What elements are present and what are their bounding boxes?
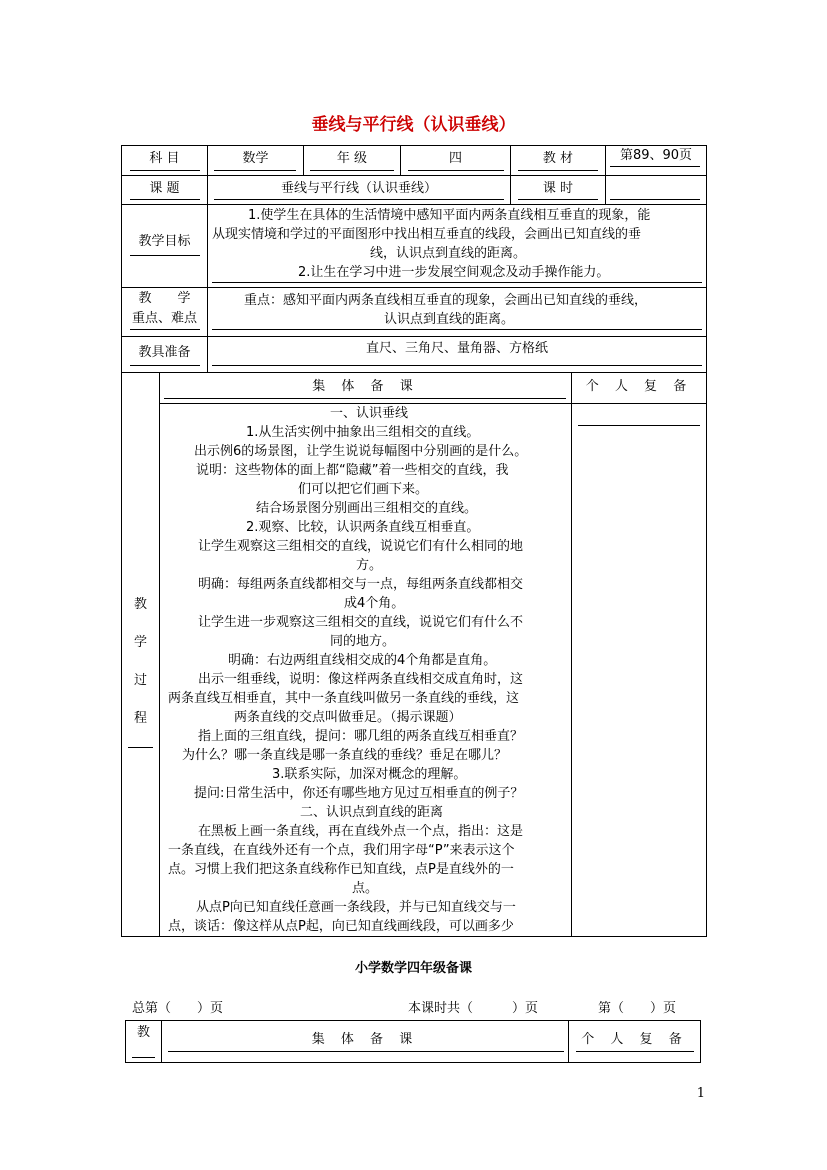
process-line: 结合场景图分别画出三组相交的直线。 xyxy=(256,501,478,516)
process-line: 明确：每组两条直线都相交与一点，每组两条直线都相交 xyxy=(198,577,524,592)
process-line: 提问:日常生活中，你还有哪些地方见过互相垂直的例子？ xyxy=(194,786,524,801)
textbook-label: 教 材 xyxy=(542,151,574,166)
process-line: 同的地方。 xyxy=(330,634,396,649)
process-line: 一条直线，在直线外还有一个点，我们用字母“P”来表示这个 xyxy=(168,843,515,858)
subject-value: 数学 xyxy=(242,151,269,166)
process-line: 为什么？哪一条直线是哪一条直线的垂线？垂足在哪儿？ xyxy=(182,748,508,763)
keypoints-label-2: 重点、难点 xyxy=(131,311,197,326)
process-line: 明确：右边两组直线相交成的4个角都是直角。 xyxy=(228,653,497,668)
process-char: 程 xyxy=(133,711,147,726)
process-line: 二、认识点到直线的距离 xyxy=(300,805,444,820)
personal-prep-header: 个 人 复 备 xyxy=(585,379,693,394)
process-line: 3.联系实际，加深对概念的理解。 xyxy=(272,767,467,782)
process-line: 两条直线的交点叫做垂足。（揭示课题） xyxy=(234,710,462,725)
process-line: 说明：这些物体的面上都“隐藏”着一些相交的直线，我 xyxy=(196,463,509,478)
goal-line: 1.使学生在具体的生活情境中感知平面内两条直线相互垂直的现象，能 xyxy=(248,208,651,223)
teach-char: 教 xyxy=(136,1025,150,1040)
goal-line: 2.让生在学习中进一步发展空间观念及动手操作能力。 xyxy=(298,265,610,280)
document-title: 垂线与平行线（认识垂线） xyxy=(311,115,516,135)
tools-label: 教具准备 xyxy=(138,345,191,360)
process-line: 在黑板上画一条直线，再在直线外点一个点，指出：这是 xyxy=(198,824,524,839)
process-line: 成4个角。 xyxy=(344,596,405,611)
collective-prep-header-2: 集 体 备 课 xyxy=(311,1032,419,1047)
keypoint-line: 认识点到直线的距离。 xyxy=(384,312,515,327)
subject-label: 科 目 xyxy=(149,151,180,166)
period-label: 课 时 xyxy=(542,181,574,196)
process-char: 过 xyxy=(133,673,147,688)
process-line: 方。 xyxy=(356,558,383,573)
collective-prep-header: 集 体 备 课 xyxy=(312,379,419,394)
process-line: 让学生观察这三组相交的直线，说说它们有什么相同的地 xyxy=(198,539,524,554)
lesson-total-pages: 本课时共（ ）页 xyxy=(408,1001,539,1016)
process-char: 学 xyxy=(133,635,147,650)
textbook-value: 第89、90页 xyxy=(619,148,693,163)
personal-prep-header-2: 个 人 复 备 xyxy=(581,1032,688,1047)
page-caption: 小学数学四年级备课 xyxy=(354,961,472,976)
total-pages: 总第（ ）页 xyxy=(132,1001,224,1016)
keypoint-line: 重点：感知平面内两条直线相互垂直的现象，会画出已知直线的垂线， xyxy=(244,293,648,308)
process-line: 2.观察、比较，认识两条直线互相垂直。 xyxy=(246,520,480,535)
process-line: 指上面的三组直线，提问：哪几组的两条直线互相垂直？ xyxy=(198,729,524,744)
tools-value: 直尺、三角尺、量角器、方格纸 xyxy=(365,341,548,356)
process-line: 从点P向已知直线任意画一条线段，并与已知直线交与一 xyxy=(196,900,516,915)
process-line: 们可以把它们画下来。 xyxy=(298,482,429,497)
grade-label: 年 级 xyxy=(336,151,368,166)
page-number: 1 xyxy=(696,1086,705,1101)
process-line: 点。习惯上我们把这条直线称作已知直线，点P是直线外的一 xyxy=(168,862,514,877)
keypoints-label-1: 教 学 xyxy=(138,291,191,306)
page-number-field: 第（ ）页 xyxy=(598,1001,677,1016)
process-line: 让学生进一步观察这三组相交的直线，说说它们有什么不 xyxy=(198,615,524,630)
process-line: 1.从生活实例中抽象出三组相交的直线。 xyxy=(246,425,480,440)
process-line: 一、认识垂线 xyxy=(330,406,409,421)
goals-label: 教学目标 xyxy=(138,234,191,249)
topic-label: 课 题 xyxy=(149,181,180,196)
process-line: 出示一组垂线，说明：像这样两条直线相交成直角时，这 xyxy=(198,672,524,687)
process-char: 教 xyxy=(133,597,147,612)
process-line: 出示例6的场景图，让学生说说每幅图中分别画的是什么。 xyxy=(194,444,528,459)
process-line: 点。 xyxy=(352,881,379,896)
topic-value: 垂线与平行线（认识垂线） xyxy=(280,181,437,196)
process-line: 点，谈话：像这样从点P起，向已知直线画线段，可以画多少 xyxy=(168,919,514,934)
process-line: 两条直线互相垂直，其中一条直线叫做另一条直线的垂线，这 xyxy=(168,691,520,706)
goal-line: 从现实情境和学过的平面图形中找出相互垂直的线段，会画出已知直线的垂 xyxy=(212,227,642,242)
goal-line: 线，认识点到直线的距离。 xyxy=(370,246,527,261)
grade-value: 四 xyxy=(448,151,462,166)
